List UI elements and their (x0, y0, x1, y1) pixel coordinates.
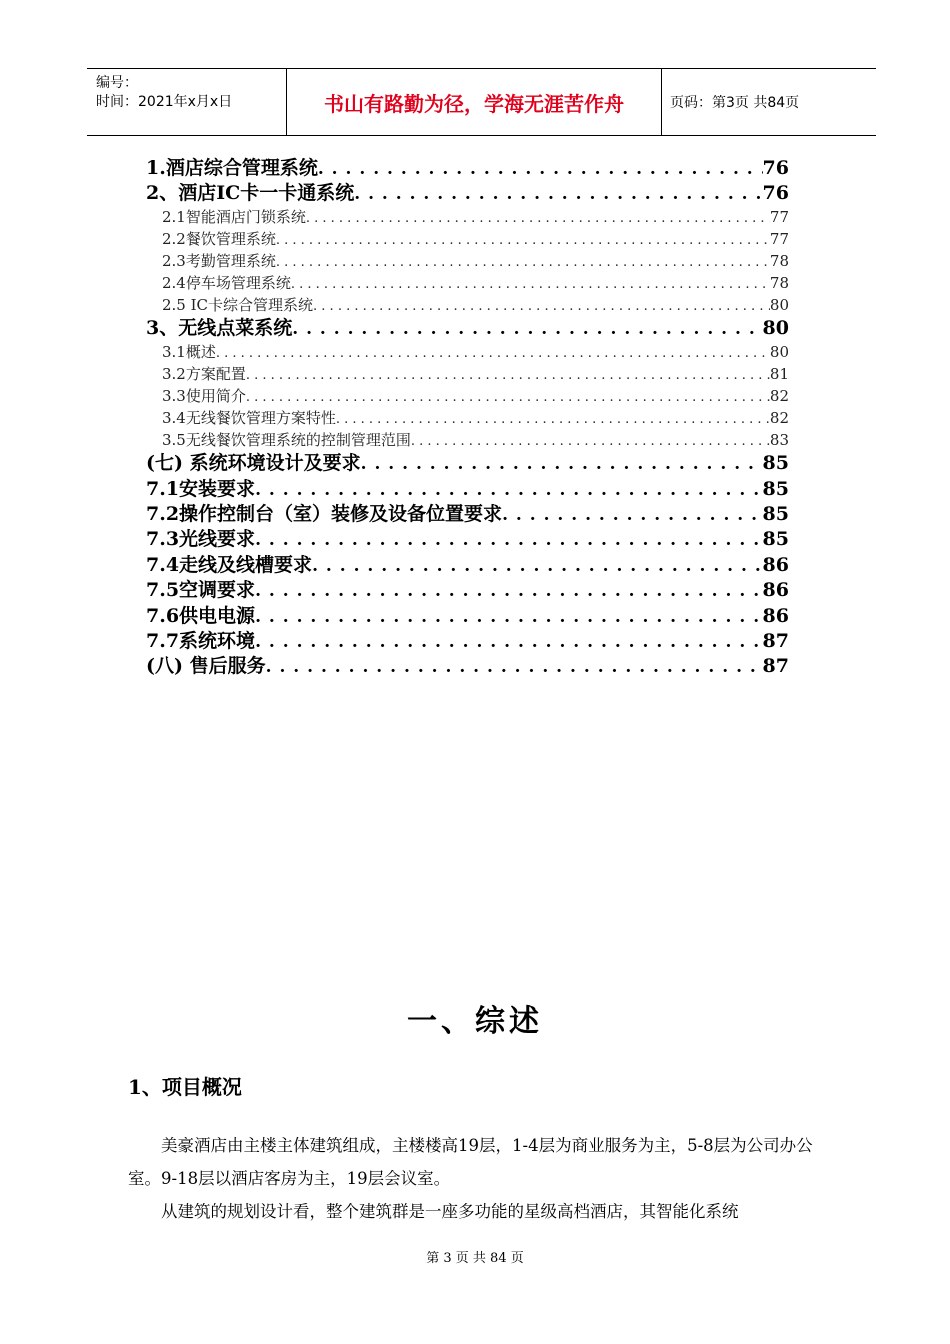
toc-entry-page: 86 (762, 605, 789, 627)
toc-entry-page: 78 (769, 252, 789, 270)
toc-entry-page: 80 (769, 343, 789, 361)
header-motto: 书山有路勤为径，学海无涯苦作舟 (287, 69, 662, 135)
toc-leader-dots (292, 317, 762, 339)
toc-leader-dots (255, 528, 762, 550)
toc-entry-page: 81 (769, 365, 789, 383)
toc-entry-title: 3.2方案配置 (162, 365, 246, 383)
toc-entry-title: 7.5空调要求 (146, 579, 256, 601)
toc-leader-dots (276, 252, 770, 270)
toc-entry-title: 3、无线点菜系统 (146, 317, 293, 339)
toc-entry-title: 3.4无线餐饮管理方案特性 (162, 409, 336, 427)
toc-leader-dots (255, 630, 762, 652)
toc-entry[interactable] (162, 363, 789, 385)
toc-entry-title: 3.5无线餐饮管理系统的控制管理范围 (162, 431, 411, 449)
toc-entry[interactable] (146, 550, 789, 575)
toc-entry-title: 2.5 IC卡综合管理系统 (162, 296, 314, 314)
toc-entry-title: 7.3光线要求 (146, 528, 256, 550)
toc-entry[interactable] (146, 448, 789, 473)
toc-leader-dots (246, 365, 770, 383)
toc-entry[interactable] (146, 575, 789, 600)
toc-entry[interactable] (146, 651, 789, 676)
toc-entry-title: 2.4停车场管理系统 (162, 274, 291, 292)
toc-entry-title: 7.6供电电源 (146, 605, 256, 627)
toc-entry[interactable] (146, 178, 789, 203)
toc-entry-title: 7.4走线及线槽要求 (146, 554, 313, 576)
toc-leader-dots (318, 157, 763, 179)
toc-leader-dots (411, 431, 770, 449)
toc-entry[interactable] (146, 474, 789, 499)
toc-entry-page: 78 (769, 274, 789, 292)
toc-leader-dots (216, 343, 770, 361)
body-paragraph: 美豪酒店由主楼主体建筑组成，主楼楼高19层，1-4层为商业服务为主，5-8层为公司办公室。9-18层以酒店客房为主，19层会议室。 (128, 1136, 813, 1188)
page-header (87, 68, 876, 136)
toc-entry-title: (八) 售后服务 (146, 655, 266, 677)
toc-leader-dots (336, 409, 770, 427)
toc-entry-page: 85 (762, 478, 789, 500)
body-paragraph: 从建筑的规划设计看，整个建筑群是一座多功能的星级高档酒店，其智能化系统 (128, 1202, 739, 1221)
toc-entry-title: 3.1概述 (162, 343, 216, 361)
toc-entry[interactable] (146, 313, 789, 338)
toc-entry-page: 82 (769, 409, 789, 427)
toc-entry-title: 3.3使用简介 (162, 387, 246, 405)
toc-entry[interactable] (162, 341, 789, 363)
toc-entry[interactable] (162, 385, 789, 407)
toc-leader-dots (306, 208, 770, 226)
toc-leader-dots (255, 605, 762, 627)
toc-entry[interactable] (146, 499, 789, 524)
toc-entry[interactable] (162, 407, 789, 429)
toc-entry-page: 86 (762, 579, 789, 601)
toc-entry-page: 82 (769, 387, 789, 405)
toc-leader-dots (312, 554, 762, 576)
header-number: 编号： (96, 75, 138, 91)
toc-entry-page: 77 (769, 230, 789, 248)
toc-entry-page: 76 (762, 182, 789, 204)
toc-entry-title: 2.2餐饮管理系统 (162, 230, 276, 248)
header-page-number: 页码：第3页 共84页 (670, 95, 800, 111)
toc-leader-dots (291, 274, 770, 292)
toc-entry-title: (七) 系统环境设计及要求 (146, 452, 361, 474)
toc-leader-dots (313, 296, 770, 314)
toc-leader-dots (276, 230, 770, 248)
toc-entry-title: 2.3考勤管理系统 (162, 252, 276, 270)
page-footer: 第 3 页 共 84 页 (426, 1251, 524, 1266)
toc-entry-page: 87 (762, 655, 789, 677)
toc-leader-dots (246, 387, 770, 405)
toc-leader-dots (255, 579, 762, 601)
toc-entry[interactable] (162, 272, 789, 294)
toc-entry-page: 80 (769, 296, 789, 314)
toc-entry[interactable] (162, 206, 789, 228)
toc-entry-title: 7.7系统环境 (146, 630, 256, 652)
toc-leader-dots (502, 503, 762, 525)
chapter-heading: 一、综述 (407, 1004, 543, 1039)
toc-entry[interactable] (146, 601, 789, 626)
section-heading: 1、项目概况 (128, 1075, 242, 1099)
toc-entry-page: 85 (762, 528, 789, 550)
header-meta-cell (87, 69, 287, 135)
toc-entry[interactable] (146, 626, 789, 651)
toc-entry-page: 83 (769, 431, 789, 449)
toc-entry-page: 85 (762, 503, 789, 525)
toc-leader-dots (354, 182, 762, 204)
toc-entry-title: 7.1安装要求 (146, 478, 256, 500)
toc-entry-title: 1.酒店综合管理系统 (146, 157, 318, 179)
toc-entry-title: 7.2操作控制台（室）装修及设备位置要求 (146, 503, 503, 525)
toc-entry[interactable] (146, 153, 789, 178)
toc-entry-page: 86 (762, 554, 789, 576)
toc-leader-dots (266, 655, 763, 677)
toc-entry-title: 2、酒店IC卡一卡通系统 (146, 182, 355, 204)
toc-leader-dots (255, 478, 762, 500)
toc-entry-title: 2.1智能酒店门锁系统 (162, 208, 306, 226)
toc-entry[interactable] (162, 228, 789, 250)
toc-entry-page: 87 (762, 630, 789, 652)
toc-entry-page: 76 (762, 157, 789, 179)
toc-entry-page: 77 (769, 208, 789, 226)
toc-entry[interactable] (146, 524, 789, 549)
toc-leader-dots (361, 452, 763, 474)
header-time: 时间：2021年x月x日 (96, 94, 233, 110)
toc-entry[interactable] (162, 250, 789, 272)
toc-entry-page: 85 (762, 452, 789, 474)
toc-entry-page: 80 (762, 317, 789, 339)
